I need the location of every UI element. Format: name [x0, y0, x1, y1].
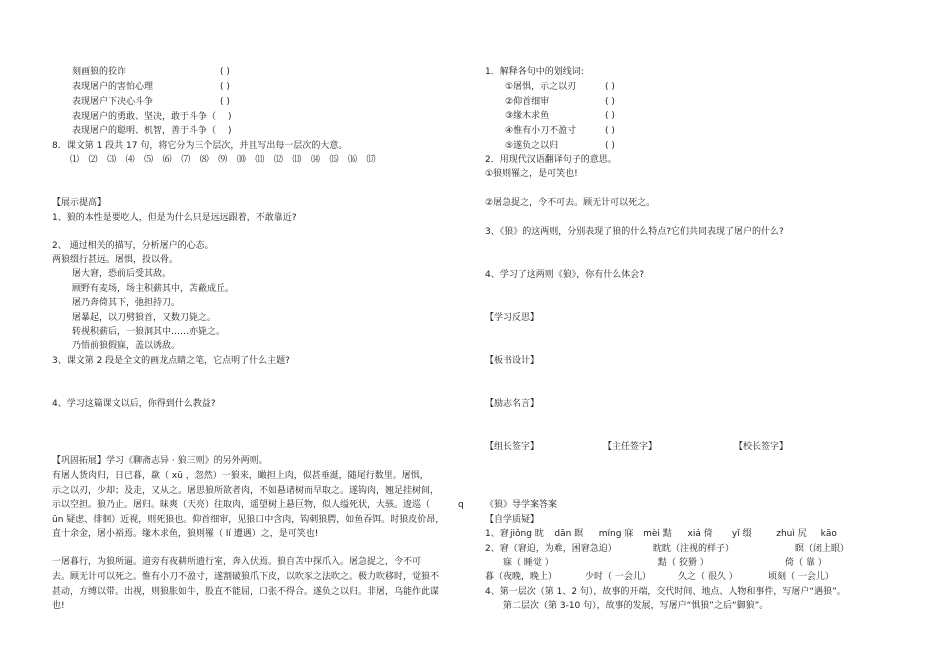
char: 眈	[534, 529, 544, 539]
choice-paren[interactable]: )	[228, 126, 232, 136]
choice-paren[interactable]: ( )	[220, 82, 230, 92]
pinyin: dān	[554, 529, 572, 539]
show-question-3: 3、课文第 2 段是全文的画龙点睛之笔，它点明了什么主题?	[52, 356, 290, 366]
answer-2-item: 瞑（闭上眼）	[795, 544, 850, 554]
stray-mark: q	[458, 500, 464, 510]
explain-item: ⑤遂负之以归	[505, 141, 559, 151]
show-question-2: 2、 通过相关的描写，分析屠户的心态。	[52, 241, 214, 251]
answer-4-line-2: 第二层次（第 3-10 句），故事的发展，写屠户“惧狼”之后“御狼”。	[503, 601, 769, 611]
explain-question-1: 1．解释各句中的划线词:	[485, 67, 584, 77]
principal-sign: 【校长签字】	[734, 442, 789, 452]
quote-line: 转视积薪后，一狼洞其中……亦毙之。	[72, 327, 226, 337]
quote-line: 屠暴起，以刀劈狼首，又数刀毙之。	[72, 313, 217, 323]
quote-line: 顾野有麦场，场主积薪其中，苫蔽成丘。	[72, 284, 235, 294]
reflection-heading: 【学习反思】	[485, 313, 540, 323]
story-line: 去。顾无计可以死之。惟有小刀不盈寸，遂割破狼爪下皮，以吹豕之法吹之。极力吹移时，觉狼不	[52, 572, 440, 582]
choice-item: 表现屠户的聪明、机智，善于斗争（	[72, 126, 217, 136]
answer-2-item: 倚（ 靠 ）	[785, 558, 827, 568]
expand-line: 有屠人货肉归，日已暮，歘（ xū ，忽然）一狼来，瞰担上肉，似甚垂涎，随尾行数里。屠惧，	[52, 471, 429, 481]
question-4: 4、学习了这两则《狼》，你有什么体会?	[485, 270, 645, 280]
pinyin-row	[510, 529, 865, 540]
story-line: 也!	[52, 601, 65, 611]
board-design-heading: 【板书设计】	[485, 356, 540, 366]
pinyin: jiǒng	[510, 529, 532, 539]
char: 黠	[662, 529, 672, 539]
pinyin: zhuì	[776, 529, 795, 539]
answer-2-item: 眈眈（注视的样子）	[653, 544, 735, 554]
explain-item: ③缘木求鱼	[505, 111, 550, 121]
answer-2-item: 暮（夜晚，晚上）	[485, 572, 558, 582]
answer-2-item: 顷刻（ 一会儿）	[768, 572, 834, 582]
answer-2-item: 2、窘（窘迫，为难，困窘急迫）	[485, 544, 617, 554]
char: 尻	[797, 529, 807, 539]
choice-item: 表现屠户的勇敢、坚决，敢于斗争（	[72, 112, 217, 122]
answer-2-item: 久之（ 很久 ）	[678, 572, 738, 582]
explain-item: ①屠惧，示之以刃	[505, 82, 577, 92]
story-line: 甚动，方缚以带。出视，则狼胀如牛，股直不能屈，口张不得合。遂负之以归。非屠，乌能作此谋	[52, 587, 440, 597]
explain-paren[interactable]: ( )	[605, 126, 615, 136]
explain-item: ④惟有小刀不盈寸	[505, 126, 577, 136]
char: 缀	[742, 529, 752, 539]
pinyin-lead: 1、窘	[485, 529, 509, 539]
explain-paren[interactable]: ( )	[605, 97, 615, 107]
section-title-show: 【展示提高】	[52, 198, 107, 208]
choice-paren[interactable]: ( )	[220, 97, 230, 107]
choice-paren[interactable]: )	[228, 112, 232, 122]
choice-item: 刻画狼的狡诈	[72, 67, 127, 77]
pinyin: míng	[598, 529, 622, 539]
expand-line: 示之以刃，少却；及走，又从之。屠思狼所欲者肉，不如悬诸树而早取之。遂钩肉，翘足挂树间，	[52, 486, 440, 496]
answer-4-line-1: 4、第一层次（第 1、2 句），故事的开端，交代时间、地点、人物和事件，写屠户“遇狼”。	[485, 587, 846, 597]
answer-2-item: 少时（ 一会儿）	[585, 572, 651, 582]
choice-paren[interactable]: ( )	[220, 67, 230, 77]
answer-2-item: 黠（ 狡猾 ）	[658, 558, 709, 568]
translate-question-2: 2．用现代汉语翻译句子的意思。	[485, 155, 617, 165]
answer-2-item: 寐（ 睡觉 ）	[503, 558, 554, 568]
question-3: 3、《狼》的这两则，分别表现了狼的什么特点?它们共同表现了屠户的什么?	[485, 227, 784, 237]
quote-line: 屠大窘，恐前后受其敌。	[72, 269, 172, 279]
char: 瞑	[574, 529, 584, 539]
char: 倚	[703, 529, 713, 539]
choice-item: 表现屠户的害怕心理	[72, 82, 154, 92]
expand-line: 示以空担。狼乃止。屠归。昧爽（天亮）往取肉，遥望树上悬巨物，似人缢死状，大骇。逡巡（	[52, 500, 431, 510]
explain-item: ②仰首细审	[505, 97, 550, 107]
sentence-numbers: ⑴ ⑵ ⑶ ⑷ ⑸ ⑹ ⑺ ⑻ ⑼ ⑽ ⑾ ⑿ ⒀ ⒁ ⒂ ⒃ ⒄	[70, 155, 376, 165]
pinyin: mèi	[643, 529, 660, 539]
explain-paren[interactable]: ( )	[605, 141, 615, 151]
expand-line: 直十余金，屠小裕焉。缘木求鱼，狼则罹（ lí 遭遇）之，是可笑也!	[52, 529, 319, 539]
motto-heading: 【励志名言】	[485, 399, 540, 409]
answer-title: 《狼》导学案答案	[485, 500, 558, 510]
pinyin: kāo	[820, 529, 837, 539]
quote-lead: 两狼缀行甚远。屠惧，投以骨。	[52, 255, 179, 265]
group-leader-sign: 【组长签字】	[485, 442, 540, 452]
char: 寐	[624, 529, 634, 539]
director-sign: 【主任签字】	[603, 442, 658, 452]
expand-line: 【巩固拓展】学习《聊斋志异 · 狼三则》的另外两则。	[52, 456, 268, 466]
show-question-4: 4、学习这篇课文以后，你得到什么教益?	[52, 399, 216, 409]
pinyin: yǐ	[731, 529, 740, 539]
choice-item: 表现屠户下决心斗争	[72, 97, 154, 107]
explain-paren[interactable]: ( )	[605, 111, 615, 121]
show-question-1: 1、狼的本性是要吃人，但是为什么只是远远跟着，不敢靠近?	[52, 213, 297, 223]
pinyin: xiá	[687, 529, 701, 539]
translate-sentence-b: ②屠急捉之，令不可去。顾无计可以死之。	[485, 198, 656, 208]
story-line: 一屠暮行，为狼所逼。道旁有夜耕所遗行室，奔入伏焉。狼自苫中探爪入。屠急捉之，令不可	[52, 557, 422, 567]
explain-paren[interactable]: ( )	[605, 82, 615, 92]
expand-line: ūn 疑虑、徘徊）近视，则死狼也。仰首细审，见狼口中含肉，钩刺狼腭，如鱼吞饵。时狼皮价昂，	[52, 515, 445, 525]
translate-sentence-a: ①狼则罹之，是可笑也!	[485, 169, 578, 179]
quote-line: 乃悟前狼假寐，盖以诱敌。	[72, 341, 181, 351]
question-8: 8．课文第 1 段共 17 句，将它分为三个层次，并且写出每一层次的大意。	[52, 141, 348, 151]
self-study-heading: 【自学质疑】	[485, 515, 540, 525]
quote-line: 屠乃奔倚其下，弛担持刀。	[72, 298, 181, 308]
